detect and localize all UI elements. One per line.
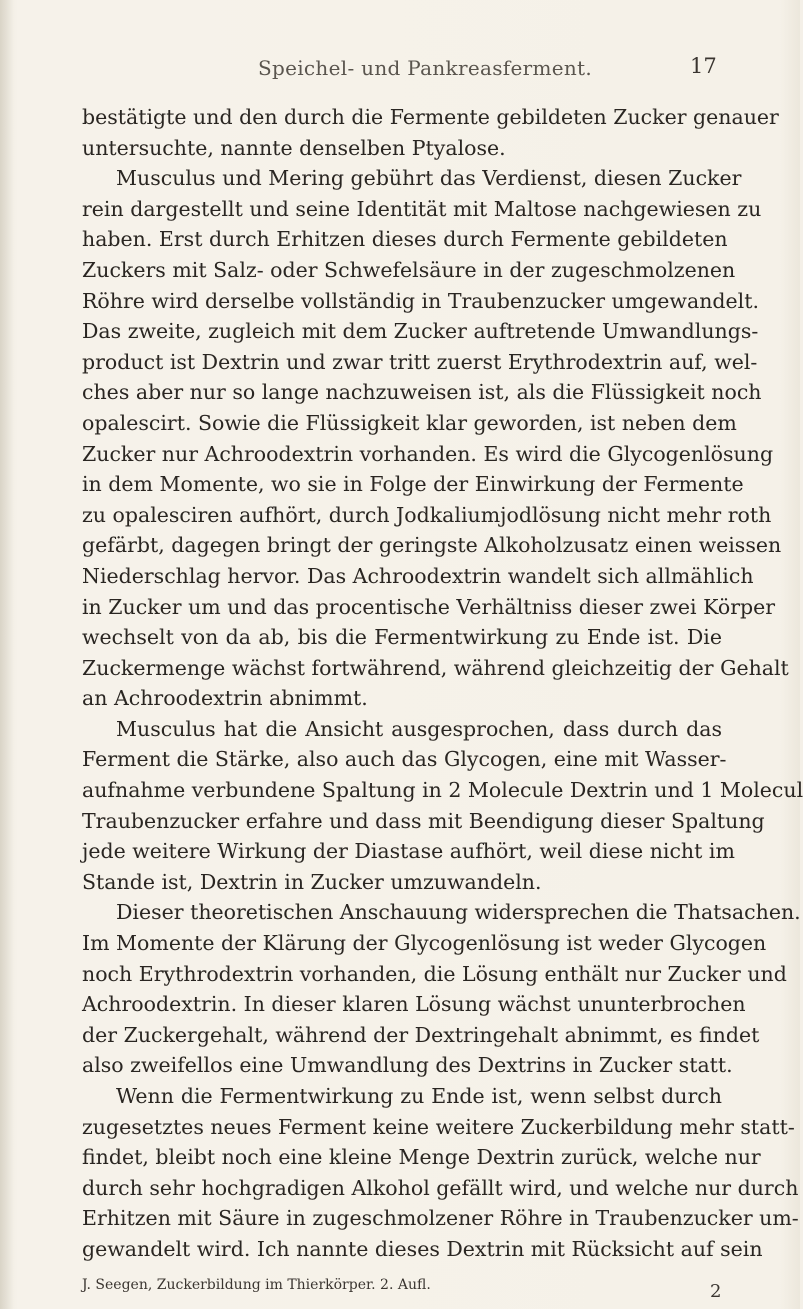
text-line: bestätigte und den durch die Fermente gebildeten Zucker genauer [82, 105, 779, 129]
text-line: Zucker nur Achroodextrin vorhanden. Es wird die Glycogenlösung [82, 441, 774, 466]
text-line: Traubenzucker erfahre und dass mit Beendigung dieser Spaltung [82, 808, 765, 833]
text-line: Ferment die Stärke, also auch das Glycogen, eine mit Wasser- [82, 747, 727, 772]
text-line: Im Momente der Klärung der Glycogenlösung ist weder Glycogen [82, 931, 767, 956]
signature-mark: 2 [710, 1281, 722, 1302]
text-line: Musculus und Mering gebührt das Verdienst, diesen Zucker [116, 166, 742, 191]
text-line: Röhre wird derselbe vollständig in Traubenzucker umgewandelt. [82, 288, 759, 313]
text-line: product ist Dextrin und zwar tritt zuerst Erythrodextrin auf, wel- [82, 349, 758, 374]
running-head [0, 56, 800, 86]
text-line: Dieser theoretischen Anschauung widersprechen die Thatsachen. [116, 900, 801, 925]
text-line: Wenn die Fermentwirkung zu Ende ist, wenn selbst durch [116, 1084, 722, 1108]
text-line: haben. Erst durch Erhitzen dieses durch Fermente gebildeten [82, 227, 728, 252]
running-head-title: Speichel- und Pankreasferment. [258, 56, 593, 80]
text-line: jede weitere Wirkung der Diastase aufhört, weil diese nicht im [82, 839, 735, 864]
text-line: Erhitzen mit Säure in zugeschmolzener Röhre in Traubenzucker um- [82, 1206, 799, 1231]
text-line: Musculus hat die Ansicht ausgesprochen, dass durch das [116, 716, 722, 741]
text-line: rein dargestellt und seine Identität mit Maltose nachgewiesen zu [82, 196, 762, 221]
text-line: Das zweite, zugleich mit dem Zucker auftretende Umwandlungs- [82, 319, 759, 344]
text-line: der Zuckergehalt, während der Dextringehalt abnimmt, es findet [82, 1022, 760, 1047]
body-text [82, 102, 803, 1265]
text-line: an Achroodextrin abnimmt. [82, 686, 368, 711]
page-number: 17 [690, 54, 717, 78]
text-line: wechselt von da ab, bis die Fermentwirkung zu Ende ist. Die [82, 625, 722, 650]
text-line: in dem Momente, wo sie in Folge der Einwirkung der Fermente [82, 472, 744, 497]
text-line: aufnahme verbundene Spaltung in 2 Molecule Dextrin und 1 Molecul [82, 778, 803, 803]
text-line: gewandelt wird. Ich nannte dieses Dextrin mit Rücksicht auf sein [82, 1236, 763, 1261]
text-line: durch sehr hochgradigen Alkohol gefällt wird, und welche nur durch [82, 1175, 799, 1200]
text-line: findet, bleibt noch eine kleine Menge Dextrin zurück, welche nur [82, 1145, 761, 1170]
text-line: also zweifellos eine Umwandlung des Dextrins in Zucker statt. [82, 1053, 733, 1078]
text-line: opalescirt. Sowie die Flüssigkeit klar geworden, ist neben dem [82, 410, 737, 435]
text-line: ches aber nur so lange nachzuweisen ist, als die Flüssigkeit noch [82, 380, 762, 405]
text-line: noch Erythrodextrin vorhanden, die Lösung enthält nur Zucker und [82, 961, 787, 986]
text-line: gefärbt, dagegen bringt der geringste Alkoholzusatz einen weissen [82, 533, 782, 558]
text-line: Zuckers mit Salz- oder Schwefelsäure in der zugeschmolzenen [82, 257, 736, 282]
text-line: in Zucker um und das procentische Verhältniss dieser zwei Körper [82, 594, 776, 619]
text-line: zu opalesciren aufhört, durch Jodkaliumjodlösung nicht mehr roth [82, 502, 772, 527]
page-gutter-shadow [0, 0, 14, 1309]
text-line: Niederschlag hervor. Das Achroodextrin wandelt sich allmählich [82, 563, 754, 588]
page-footer [82, 1277, 722, 1302]
text-line: Stande ist, Dextrin in Zucker umzuwandeln. [82, 869, 542, 894]
text-line: zugesetztes neues Ferment keine weitere Zuckerbildung mehr statt- [82, 1114, 795, 1139]
bibliographic-footnote: J. Seegen, Zuckerbildung im Thierkörper. 2. Aufl. [82, 1277, 431, 1293]
text-line: untersuchte, nannte denselben Ptyalose. [82, 135, 506, 160]
text-line: Zuckermenge wächst fortwährend, während gleichzeitig der Gehalt [82, 655, 789, 680]
text-line: Achroodextrin. In dieser klaren Lösung wächst ununterbrochen [82, 992, 746, 1017]
